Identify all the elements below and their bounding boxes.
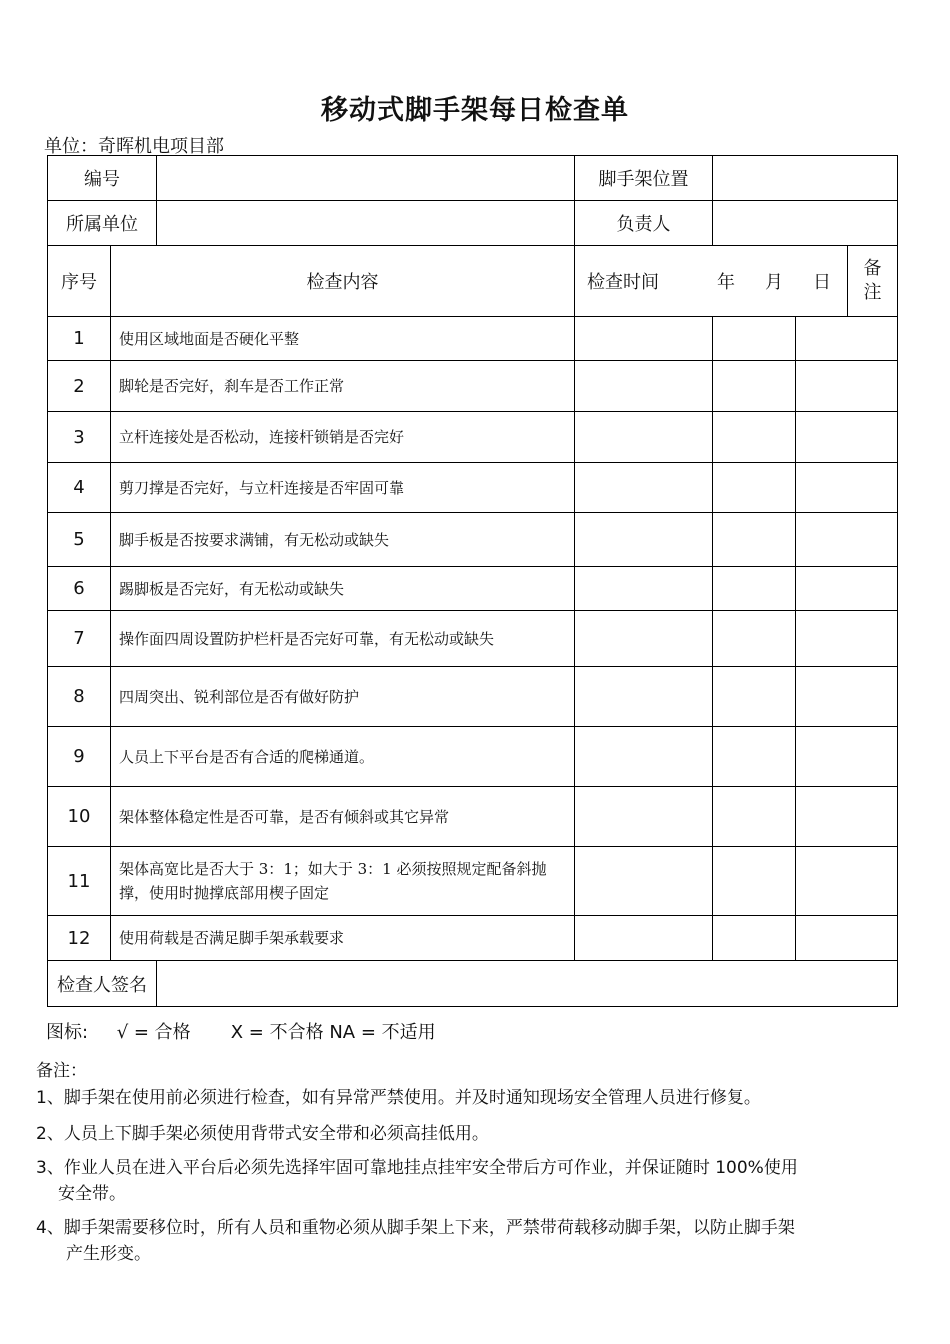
year-label: 年 bbox=[717, 272, 735, 293]
note-3: 3、作业人员在进入平台后必须先选择牢固可靠地挂点挂牢安全带后方可作业，并保证随时 100%使用 安全带。 bbox=[36, 1158, 798, 1204]
time-label: 检查时间 bbox=[587, 272, 659, 293]
table-row bbox=[48, 667, 898, 727]
check-cell[interactable] bbox=[796, 463, 898, 513]
check-cell[interactable] bbox=[575, 667, 713, 727]
org-value-cell[interactable] bbox=[157, 201, 575, 246]
check-cell[interactable] bbox=[796, 847, 898, 916]
check-cell[interactable] bbox=[575, 916, 713, 961]
check-cell[interactable] bbox=[575, 611, 713, 667]
item-number: 12 bbox=[48, 916, 111, 961]
notes-title: 备注： bbox=[36, 1061, 87, 1081]
check-cell[interactable] bbox=[713, 412, 796, 463]
table-row bbox=[48, 787, 898, 847]
check-cell[interactable] bbox=[575, 727, 713, 787]
content-header: 检查内容 bbox=[111, 246, 575, 317]
owner-value-cell[interactable] bbox=[713, 201, 898, 246]
check-cell[interactable] bbox=[796, 916, 898, 961]
item-text: 踢脚板是否完好，有无松动或缺失 bbox=[111, 567, 575, 611]
check-cell[interactable] bbox=[713, 787, 796, 847]
unit-label: 单位：奇晖机电项目部 bbox=[44, 136, 224, 157]
location-value-cell[interactable] bbox=[713, 156, 898, 201]
page-title: 移动式脚手架每日检查单 bbox=[321, 95, 629, 126]
item-text: 使用荷载是否满足脚手架承载要求 bbox=[111, 916, 575, 961]
check-cell[interactable] bbox=[796, 667, 898, 727]
item-number: 5 bbox=[48, 513, 111, 567]
signature-label: 检查人签名 bbox=[48, 961, 157, 1007]
check-cell[interactable] bbox=[796, 361, 898, 412]
item-text: 使用区域地面是否硬化平整 bbox=[111, 317, 575, 361]
item-text: 架体整体稳定性是否可靠，是否有倾斜或其它异常 bbox=[111, 787, 575, 847]
check-cell[interactable] bbox=[713, 916, 796, 961]
signature-field[interactable] bbox=[157, 961, 898, 1007]
table-row bbox=[48, 513, 898, 567]
location-label: 脚手架位置 bbox=[575, 156, 713, 201]
table-row bbox=[48, 727, 898, 787]
check-cell[interactable] bbox=[796, 412, 898, 463]
item-number: 1 bbox=[48, 317, 111, 361]
table-row bbox=[48, 847, 898, 916]
signature-row bbox=[48, 961, 898, 1007]
check-cell[interactable] bbox=[575, 463, 713, 513]
item-text: 四周突出、锐利部位是否有做好防护 bbox=[111, 667, 575, 727]
note-4: 4、脚手架需要移位时，所有人员和重物必须从脚手架上下来，严禁带荷载移动脚手架，以防止脚手架 产生形变。 bbox=[36, 1218, 795, 1264]
item-number: 8 bbox=[48, 667, 111, 727]
check-cell[interactable] bbox=[713, 667, 796, 727]
note-1: 1、脚手架在使用前必须进行检查，如有异常严禁使用。并及时通知现场安全管理人员进行修复。 bbox=[36, 1088, 761, 1108]
inspection-table bbox=[47, 155, 898, 1007]
item-number: 10 bbox=[48, 787, 111, 847]
item-text: 立杆连接处是否松动，连接杆锁销是否完好 bbox=[111, 412, 575, 463]
table-row bbox=[48, 611, 898, 667]
legend-na: NA = 不适用 bbox=[329, 1022, 436, 1043]
id-label: 编号 bbox=[48, 156, 157, 201]
check-cell[interactable] bbox=[713, 317, 796, 361]
check-cell[interactable] bbox=[713, 463, 796, 513]
item-number: 11 bbox=[48, 847, 111, 916]
check-cell[interactable] bbox=[575, 412, 713, 463]
table-row bbox=[48, 361, 898, 412]
header-row-1 bbox=[48, 156, 898, 201]
check-cell[interactable] bbox=[713, 361, 796, 412]
check-cell[interactable] bbox=[796, 317, 898, 361]
item-text: 人员上下平台是否有合适的爬梯通道。 bbox=[111, 727, 575, 787]
item-number: 7 bbox=[48, 611, 111, 667]
check-cell[interactable] bbox=[575, 787, 713, 847]
legend bbox=[46, 1018, 436, 1044]
id-value-cell[interactable] bbox=[157, 156, 575, 201]
check-cell[interactable] bbox=[575, 361, 713, 412]
check-cell[interactable] bbox=[796, 611, 898, 667]
check-cell[interactable] bbox=[575, 317, 713, 361]
item-text: 剪刀撑是否完好，与立杆连接是否牢固可靠 bbox=[111, 463, 575, 513]
item-number: 4 bbox=[48, 463, 111, 513]
item-number: 2 bbox=[48, 361, 111, 412]
month-label: 月 bbox=[765, 272, 783, 293]
column-header-row bbox=[48, 246, 898, 317]
check-cell[interactable] bbox=[713, 847, 796, 916]
item-text: 脚轮是否完好，刹车是否工作正常 bbox=[111, 361, 575, 412]
header-row-2 bbox=[48, 201, 898, 246]
item-text: 脚手板是否按要求满铺，有无松动或缺失 bbox=[111, 513, 575, 567]
check-cell[interactable] bbox=[796, 513, 898, 567]
item-number: 3 bbox=[48, 412, 111, 463]
remark-header: 备注 bbox=[848, 246, 898, 317]
item-text: 操作面四周设置防护栏杆是否完好可靠，有无松动或缺失 bbox=[111, 611, 575, 667]
table-row bbox=[48, 412, 898, 463]
check-cell[interactable] bbox=[796, 727, 898, 787]
table-row bbox=[48, 567, 898, 611]
check-cell[interactable] bbox=[575, 847, 713, 916]
item-text: 架体高宽比是否大于 3：1；如大于 3：1 必须按照规定配备斜抛撑，使用时抛撑底部用楔子固定 bbox=[111, 847, 575, 916]
owner-label: 负责人 bbox=[575, 201, 713, 246]
check-cell[interactable] bbox=[796, 567, 898, 611]
check-cell[interactable] bbox=[713, 727, 796, 787]
table-row bbox=[48, 463, 898, 513]
table-row bbox=[48, 916, 898, 961]
org-label: 所属单位 bbox=[48, 201, 157, 246]
item-number: 9 bbox=[48, 727, 111, 787]
legend-label: 图标: bbox=[46, 1022, 89, 1043]
time-header bbox=[575, 246, 848, 317]
note-2: 2、人员上下脚手架必须使用背带式安全带和必须高挂低用。 bbox=[36, 1124, 489, 1144]
day-label: 日 bbox=[813, 272, 831, 293]
check-cell[interactable] bbox=[713, 567, 796, 611]
check-cell[interactable] bbox=[796, 787, 898, 847]
check-cell[interactable] bbox=[575, 567, 713, 611]
check-cell[interactable] bbox=[713, 513, 796, 567]
legend-fail: X = 不合格 bbox=[230, 1022, 324, 1043]
seq-header: 序号 bbox=[48, 246, 111, 317]
check-cell[interactable] bbox=[713, 611, 796, 667]
check-cell[interactable] bbox=[575, 513, 713, 567]
item-number: 6 bbox=[48, 567, 111, 611]
table-row bbox=[48, 317, 898, 361]
legend-ok: √ = 合格 bbox=[116, 1022, 191, 1043]
